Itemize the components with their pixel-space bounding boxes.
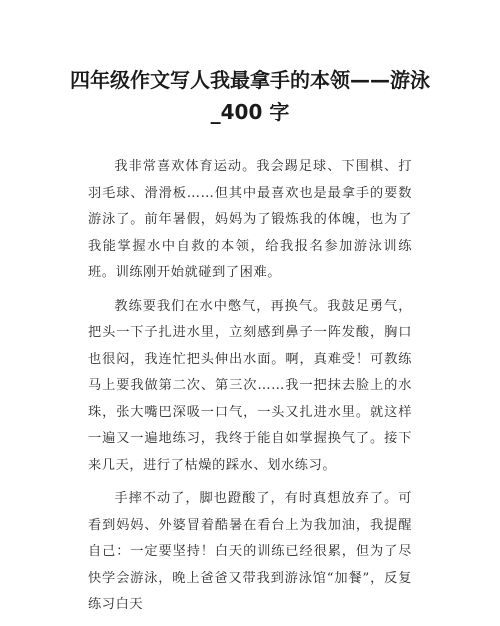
paragraph-2: 教练要我们在水中憋气，再换气。我鼓足勇气，把头一下子扎进水里，立刻感到鼻子一阵发酸，胸口也很闷，我连忙把头伸出水面。啊，真难受！可教练马上要我做第二次、第三次……我一把抹去脸上的水珠，张大嘴巴深吸一口气，一头又扎进水里。就这样一遍又一遍地练习，我终于能自如掌握换气了。接下来几天，进行了枯燥的踩水、划水练习。 — [88, 298, 412, 473]
paragraph-3: 手摔不动了，脚也蹬酸了，有时真想放弃了。可看到妈妈、外婆冒着酷暑在看台上为我加油，我提醒自己：一定要坚持！白天的训练已经很累，但为了尽快学会游泳，晚上爸爸又带我到游泳馆“加餐”，反复练习白天 — [88, 491, 412, 612]
article-title: 四年级作文写人我最拿手的本领——游泳_400 字 — [70, 68, 430, 124]
paragraph-1: 我非常喜欢体育运动。我会踢足球、下围棋、打羽毛球、滑滑板……但其中最喜欢也是最拿手的要数游泳了。前年暑假，妈妈为了锻炼我的体魄，也为了我能掌握水中自救的本领，给我报名参加游泳训练班。训练刚开始就碰到了困难。 — [88, 159, 412, 280]
article-body — [88, 154, 412, 626]
